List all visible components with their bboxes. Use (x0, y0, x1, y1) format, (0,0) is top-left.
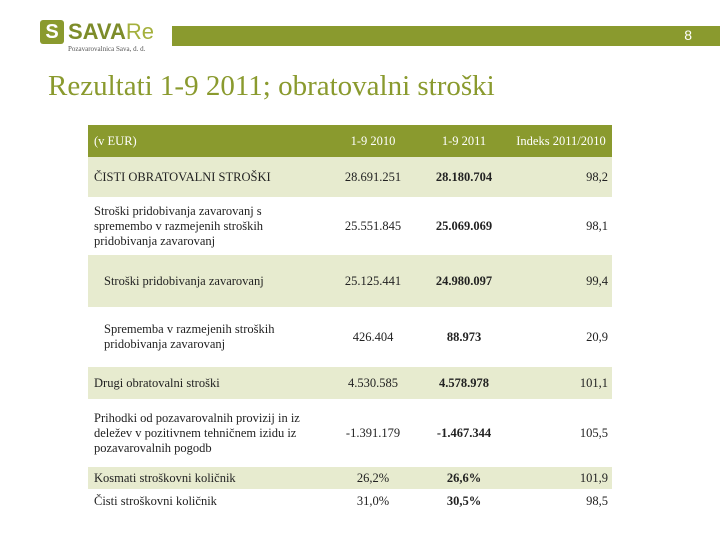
row-label: Kosmati stroškovni količnik (88, 467, 328, 489)
page-number: 8 (684, 27, 692, 43)
table-row (88, 367, 612, 399)
value-2010: 25.551.845 (328, 197, 418, 255)
logo-mark-icon: S (40, 20, 64, 44)
row-label: Stroški pridobivanja zavarovanj s spremembo v razmejenih stroških pridobivanja zavarovanj (88, 197, 328, 255)
value-index: 98,1 (510, 197, 612, 255)
value-index: 101,1 (510, 367, 612, 399)
table-row (88, 489, 612, 513)
logo-subtitle: Pozavarovalnica Sava, d. d. (68, 45, 146, 53)
value-index: 101,9 (510, 467, 612, 489)
value-index: 105,5 (510, 399, 612, 467)
table-row (88, 255, 612, 307)
table-row (88, 157, 612, 197)
value-2011: 25.069.069 (418, 197, 510, 255)
row-label: ČISTI OBRATOVALNI STROŠKI (88, 157, 328, 197)
slide-title: Rezultati 1-9 2011; obratovalni stroški (48, 70, 495, 102)
table-row (88, 307, 612, 367)
value-2011: 26,6% (418, 467, 510, 489)
value-2011: 28.180.704 (418, 157, 510, 197)
value-2011: 30,5% (418, 489, 510, 513)
table-header-row (88, 125, 612, 157)
row-label: Stroški pridobivanja zavarovanj (88, 255, 328, 307)
value-2011: 88.973 (418, 307, 510, 367)
value-index: 20,9 (510, 307, 612, 367)
value-2010: 4.530.585 (328, 367, 418, 399)
header-2010: 1-9 2010 (328, 125, 418, 157)
value-2010: 25.125.441 (328, 255, 418, 307)
value-2010: -1.391.179 (328, 399, 418, 467)
value-2010: 31,0% (328, 489, 418, 513)
value-2010: 426.404 (328, 307, 418, 367)
value-index: 98,2 (510, 157, 612, 197)
header-2011: 1-9 2011 (418, 125, 510, 157)
row-label: Prihodki od pozavarovalnih provizij in iz deležev v pozitivnem tehničnem izidu iz pozavarovalnih pogodb (88, 399, 328, 467)
row-label: Drugi obratovalni stroški (88, 367, 328, 399)
table-row (88, 197, 612, 255)
logo-word-re: Re (125, 19, 154, 44)
header-index: Indeks 2011/2010 (510, 125, 612, 157)
table-row (88, 467, 612, 489)
value-2011: 24.980.097 (418, 255, 510, 307)
logo-text (68, 20, 154, 53)
value-2010: 28.691.251 (328, 157, 418, 197)
operating-costs-table (88, 125, 612, 513)
logo-wordmark (68, 20, 154, 44)
value-2010: 26,2% (328, 467, 418, 489)
company-logo (40, 20, 154, 54)
row-label: Čisti stroškovni količnik (88, 489, 328, 513)
header-unit: (v EUR) (88, 125, 328, 157)
logo-word-main: SAVA (68, 19, 126, 44)
header-bar (172, 26, 720, 46)
value-2011: 4.578.978 (418, 367, 510, 399)
value-2011: -1.467.344 (418, 399, 510, 467)
value-index: 98,5 (510, 489, 612, 513)
table-row (88, 399, 612, 467)
row-label: Sprememba v razmejenih stroških pridobivanja zavarovanj (88, 307, 328, 367)
value-index: 99,4 (510, 255, 612, 307)
